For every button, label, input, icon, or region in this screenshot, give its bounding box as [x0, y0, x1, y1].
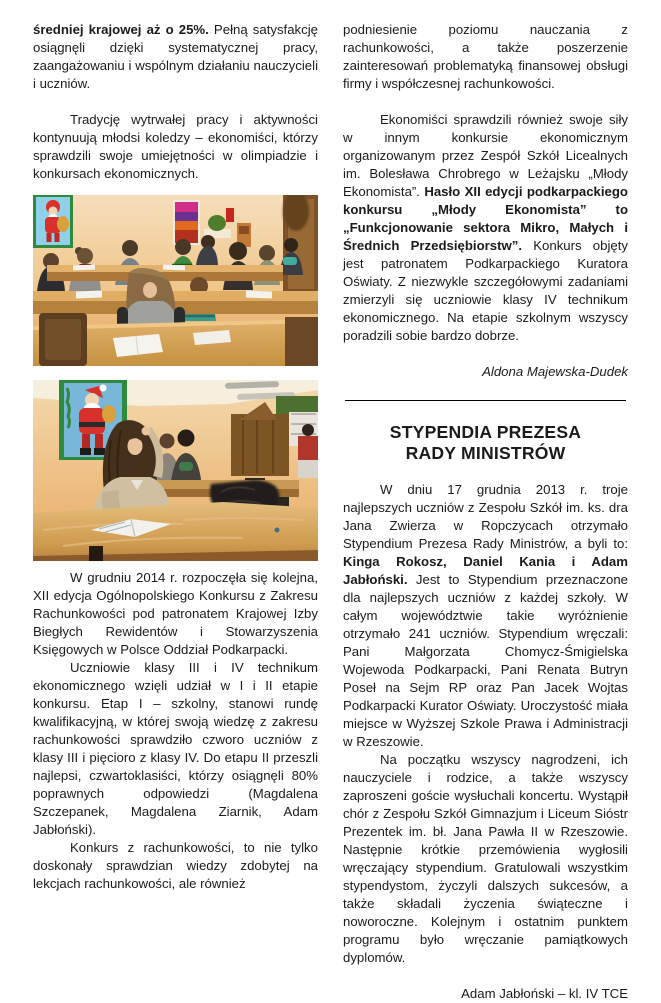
classroom-photo-wide-graphic — [33, 195, 318, 366]
right-bottom-text — [343, 481, 628, 1003]
section-divider — [345, 400, 626, 401]
left-column — [33, 21, 318, 1003]
paragraph-koncert: Na początku wszyscy nagrodzeni, ich nauczyciele i rodzice, a także wszyscy zaproszeni goście wysłuchali koncertu. Wystąpił chór z Zespołu Szkół Gimnazjum i Liceum Sióstr Prezentek im. bł. Jana Pawła II w Rzeszowie. Następnie krótkie przemówienia wygłosili wręczający stypendium. Gratulowali wszystkim stypendystom, życzyli dalszych sukcesów, a także składali życzenia świąteczne i noworoczne. Kolejnym i ostatnim punktem programu było wręczanie pamiątkowych dyplomów. — [343, 752, 628, 965]
paragraph-tradycja: Tradycję wytrwałej pracy i aktywności kontynuują młodsi koledzy – ekonomiści, którzy sprawdzili swoje umiejętności w olimpiadzie i konkursach ekonomicznych. — [33, 112, 318, 181]
paragraph-srednia-krajowa: średniej krajowej aż o 25%. Pełną satysfakcję osiągnęli dzięki systematycznej pracy, zaangażowaniu i wspólnym działaniu nauczycieli i uczniów. — [33, 22, 318, 91]
paragraph-etapy-konkursu: Uczniowie klasy III i IV technikum ekonomicznego wzięli udział w I i II etapie konkursu. Etap I – szkolny, stanowi rundę kwalifikacyjną, w której swoją wiedzę z zakresu rachunkowości sprawdziło czworo uczniów z klasy III i pięcioro z klasy IV. Do etapu II przeszli najlepsi, czwartoklasiści, którzy osiągnęli 80% poprawnych odpowiedzi (Magdalena Szczepanek, Magdalena Ziarnik, Adam Jabłoński). — [33, 660, 318, 837]
author-signature: Adam Jabłoński – kl. IV TCE — [461, 986, 628, 1001]
author-signature: Aldona Majewska-Dudek — [482, 364, 628, 379]
classroom-photo-closeup-graphic — [33, 380, 318, 561]
section-heading: STYPENDIA PREZESA RADY MINISTRÓW — [389, 422, 582, 463]
paragraph-podniesienie: podniesienie poziomu nauczania z rachunkowości, a także poszerzenie zainteresowań problematyką finansowej obsługi firmy i współczesnej rachunkowości. — [343, 22, 628, 91]
desk-surface — [33, 502, 318, 561]
right-column — [343, 21, 628, 1003]
classroom-photo-wide — [33, 195, 318, 366]
striped-poster — [173, 200, 200, 245]
left-top-text — [33, 21, 318, 183]
santa-poster — [33, 195, 73, 248]
paragraph-sprawdzian: Konkurs z rachunkowości, to nie tylko doskonały sprawdzian wiedzy zdobytej na lekcjach rachunkowości, ale również — [33, 840, 318, 891]
right-top-text — [343, 21, 628, 381]
paragraph-xii-edycja: W grudniu 2014 r. rozpoczęła się kolejna, XII edycja Ogólnopolskiego Konkursu z Zakresu Rachunkowości pod patronatem Krajowej Izby Biegłych Rewidentów i Stowarzyszenia Księgowych w Polsce Oddział Podkarpacki. — [33, 570, 318, 657]
paragraph-stypendium: W dniu 17 grudnia 2013 r. troje najlepszych uczniów z Zespołu Szkół im. ks. dra Jana Zwierza w Ropczycach otrzymało Stypendium Prezesa Rady Ministrów, a byli to: Kinga Rokosz, Daniel Kania i Adam Jabłoński. Jest to Stypendium przeznaczone dla najlepszych uczniów z każdej szkoły. W całym województwie takie wyróżnienie otrzymało 241 uczniów. Stypendium wręczali: Pani Małgorzata Chomycz-Śmigielska Wojewoda Podkarpacki, Pani Renata Butryn Poseł na Sejm RP oraz Pan Jacek Wojtas Podkarpacki Kurator Oświaty. Uroczystość miała miejsce w Wyższej Szkole Prawa i Administracji w Rzeszowie. — [343, 482, 628, 749]
classroom-photo-closeup — [33, 380, 318, 561]
paragraph-mlody-ekonomista: Ekonomiści sprawdzili również swoje siły w innym konkursie ekonomicznym organizowanym przez Zespół Szkół Licealnych im. Bolesława Chrobrego w Leżajsku „Młody Ekonomista”. Hasło XII edycji podkarpackiego konkursu „Młody Ekonomista” to „Funkcjonowanie sektora Mikro, Małych i Średnich Przedsiębiorstw”. Konkurs objęty jest patronatem Podkarpackiego Kuratora Oświaty. Z niezwykle szczegółowymi zadaniami zmierzyli się uczniowie klasy IV technikum ekonomicznego. Na etapie szkolnym wszyscy poradzili sobie bardzo dobrze. — [343, 112, 629, 343]
left-bottom-text — [33, 569, 318, 893]
